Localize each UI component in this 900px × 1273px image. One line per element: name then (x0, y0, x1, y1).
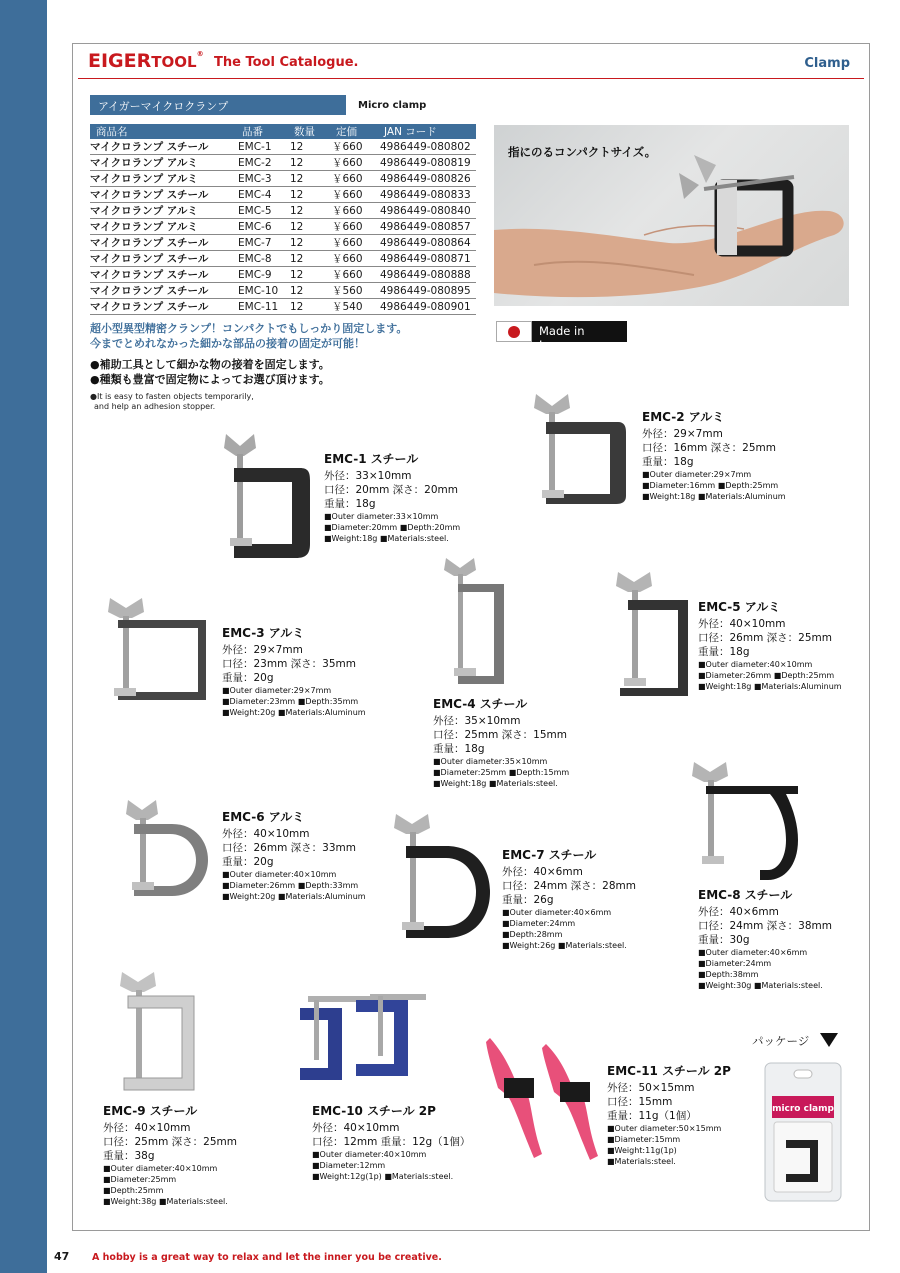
emc6-line1: 外径：40×10mm (222, 828, 310, 840)
cell-name: マイクロランプ スチール (90, 299, 236, 315)
emc3-line1: 外径：29×7mm (222, 644, 303, 656)
emc11-spec4: ■Materials:steel. (607, 1157, 676, 1166)
emc2-spec2: ■Diameter:16mm ■Depth:25mm (642, 481, 779, 490)
product-emc7 (502, 846, 636, 951)
product-emc3 (222, 624, 366, 718)
cell-code: EMC-10 (236, 283, 288, 299)
cell-price: ￥660 (330, 139, 378, 155)
cell-code: EMC-1 (236, 139, 288, 155)
header-qty: 数量 (288, 124, 330, 139)
emc3-spec2: ■Diameter:23mm ■Depth:35mm (222, 697, 359, 706)
table-row (90, 139, 476, 155)
emc7-line1: 外径：40×6mm (502, 866, 583, 878)
feature-line-1: 超小型異型精密クランプ！コンパクトでもしっかり固定します。 (90, 322, 408, 335)
emc7-line2: 口径：24mm 深さ：28mm (502, 880, 636, 892)
catalogue-title: The Tool Catalogue. (214, 55, 359, 70)
emc10-line1: 外径：40×10mm (312, 1122, 400, 1134)
table-row (90, 187, 476, 203)
emc7-spec3: ■Depth:28mm (502, 930, 563, 939)
cell-jan: 4986449-080840 (378, 203, 476, 219)
side-band (0, 0, 47, 1273)
package-image (764, 1062, 842, 1202)
emc1-spec3: ■Weight:18g ■Materials:steel. (324, 534, 449, 543)
emc7-spec4: ■Weight:26g ■Materials:steel. (502, 941, 627, 950)
product-emc2 (642, 408, 786, 502)
cell-code: EMC-9 (236, 267, 288, 283)
package-brand: micro clamp (772, 1104, 834, 1114)
emc5-spec2: ■Diameter:26mm ■Depth:25mm (698, 671, 835, 680)
cell-price: ￥660 (330, 203, 378, 219)
emc4-spec1: ■Outer diameter:35×10mm (433, 757, 548, 766)
table-row (90, 283, 476, 299)
cell-name: マイクロランプ スチール (90, 187, 236, 203)
made-in-label: Made in Japan. (532, 321, 627, 342)
emc7-line3: 重量：26g (502, 894, 554, 906)
emc5-line1: 外径：40×10mm (698, 618, 786, 630)
emc6-image (126, 798, 212, 902)
cell-price: ￥660 (330, 171, 378, 187)
photo-caption: 指にのるコンパクトサイズ。 (508, 145, 657, 159)
product-emc6 (222, 808, 366, 902)
cell-jan: 4986449-080895 (378, 283, 476, 299)
emc11-line1: 外径：50×15mm (607, 1082, 695, 1094)
emc7-image (392, 812, 496, 942)
cell-name: マイクロランプ アルミ (90, 203, 236, 219)
emc2-spec3: ■Weight:18g ■Materials:Aluminum (642, 492, 786, 501)
emc9-line3: 重量：38g (103, 1150, 155, 1162)
emc6-spec3: ■Weight:20g ■Materials:Aluminum (222, 892, 366, 901)
product-emc8 (698, 886, 832, 991)
cell-name: マイクロランプ スチール (90, 283, 236, 299)
table-row (90, 203, 476, 219)
cell-name: マイクロランプ アルミ (90, 219, 236, 235)
emc3-spec1: ■Outer diameter:29×7mm (222, 686, 332, 695)
table-row (90, 267, 476, 283)
cell-code: EMC-8 (236, 251, 288, 267)
product-emc4 (433, 695, 569, 789)
product-emc1 (324, 450, 460, 544)
emc9-spec1: ■Outer diameter:40×10mm (103, 1164, 218, 1173)
emc8-spec2: ■Diameter:24mm (698, 959, 772, 968)
emc6-spec1: ■Outer diameter:40×10mm (222, 870, 337, 879)
footer-slogan: A hobby is a great way to relax and let the inner you be creative. (92, 1252, 442, 1263)
cell-jan: 4986449-080826 (378, 171, 476, 187)
emc5-spec3: ■Weight:18g ■Materials:Aluminum (698, 682, 842, 691)
emc3-title: EMC-3 アルミ (222, 626, 305, 640)
package-label: パッケージ (752, 1034, 810, 1048)
cell-name: マイクロランプ スチール (90, 251, 236, 267)
brand-main: EIGER (88, 50, 152, 72)
emc11-spec3: ■Weight:11g(1p) (607, 1146, 677, 1155)
emc10-spec1: ■Outer diameter:40×10mm (312, 1150, 427, 1159)
emc1-line3: 重量：18g (324, 498, 376, 510)
emc8-spec1: ■Outer diameter:40×6mm (698, 948, 808, 957)
cell-code: EMC-11 (236, 299, 288, 315)
header-price: 定価 (330, 124, 378, 139)
product-emc5 (698, 598, 842, 692)
cell-jan: 4986449-080901 (378, 299, 476, 315)
cell-qty: 12 (288, 139, 330, 155)
emc10-line2: 口径：12mm 重量：12g（1個） (312, 1136, 471, 1148)
emc8-line1: 外径：40×6mm (698, 906, 779, 918)
cell-qty: 12 (288, 299, 330, 315)
emc2-line3: 重量：18g (642, 456, 694, 468)
emc9-title: EMC-9 スチール (103, 1104, 198, 1118)
brand-logo (88, 50, 204, 72)
feature-en-2: and help an adhesion stopper. (94, 402, 216, 411)
product-emc10 (312, 1102, 470, 1182)
cell-qty: 12 (288, 283, 330, 299)
emc7-title: EMC-7 スチール (502, 848, 597, 862)
emc4-image (444, 556, 508, 690)
emc6-title: EMC-6 アルミ (222, 810, 305, 824)
cell-code: EMC-5 (236, 203, 288, 219)
emc5-line3: 重量：18g (698, 646, 750, 658)
emc9-spec4: ■Weight:38g ■Materials:steel. (103, 1197, 228, 1206)
emc8-title: EMC-8 スチール (698, 888, 793, 902)
down-arrow-icon (820, 1033, 838, 1047)
product-emc9 (103, 1102, 237, 1207)
cell-price: ￥660 (330, 267, 378, 283)
emc4-line3: 重量：18g (433, 743, 485, 755)
emc10-spec2: ■Diameter:12mm (312, 1161, 386, 1170)
emc4-title: EMC-4 スチール (433, 697, 528, 711)
cell-qty: 12 (288, 171, 330, 187)
cell-jan: 4986449-080819 (378, 155, 476, 171)
cell-price: ￥540 (330, 299, 378, 315)
cell-jan: 4986449-080802 (378, 139, 476, 155)
cell-name: マイクロランプ アルミ (90, 171, 236, 187)
cell-price: ￥660 (330, 187, 378, 203)
product-emc11 (607, 1062, 731, 1167)
emc5-title: EMC-5 アルミ (698, 600, 781, 614)
emc1-line1: 外径：33×10mm (324, 470, 412, 482)
table-row (90, 299, 476, 315)
cell-code: EMC-6 (236, 219, 288, 235)
emc1-title: EMC-1 スチール (324, 452, 419, 466)
emc1-line2: 口径：20mm 深さ：20mm (324, 484, 458, 496)
header-code: 品番 (236, 124, 288, 139)
cell-name: マイクロランプ スチール (90, 139, 236, 155)
emc1-spec2: ■Diameter:20mm ■Depth:20mm (324, 523, 461, 532)
cell-price: ￥660 (330, 219, 378, 235)
emc9-spec3: ■Depth:25mm (103, 1186, 164, 1195)
emc4-line2: 口径：25mm 深さ：15mm (433, 729, 567, 741)
cell-jan: 4986449-080888 (378, 267, 476, 283)
cell-code: EMC-3 (236, 171, 288, 187)
emc11-line2: 口径：15mm (607, 1096, 673, 1108)
emc11-spec2: ■Diameter:15mm (607, 1135, 681, 1144)
cell-qty: 12 (288, 267, 330, 283)
cell-qty: 12 (288, 155, 330, 171)
hand-photo (494, 125, 849, 306)
emc2-line1: 外径：29×7mm (642, 428, 723, 440)
cell-jan: 4986449-080857 (378, 219, 476, 235)
emc3-spec3: ■Weight:20g ■Materials:Aluminum (222, 708, 366, 717)
feature-en-1: ●It is easy to fasten objects temporarily, (90, 392, 254, 401)
cell-qty: 12 (288, 203, 330, 219)
page-number: 47 (54, 1250, 70, 1263)
cell-name: マイクロランプ スチール (90, 267, 236, 283)
emc4-spec3: ■Weight:18g ■Materials:steel. (433, 779, 558, 788)
emc7-spec1: ■Outer diameter:40×6mm (502, 908, 612, 917)
brand-sub: TOOL (151, 53, 197, 71)
table-header-row (90, 124, 476, 139)
emc5-image (616, 570, 696, 700)
emc3-line3: 重量：20g (222, 672, 274, 684)
japan-flag (496, 321, 532, 342)
cell-qty: 12 (288, 235, 330, 251)
emc3-line2: 口径：23mm 深さ：35mm (222, 658, 356, 670)
emc9-line1: 外径：40×10mm (103, 1122, 191, 1134)
emc10-title: EMC-10 スチール 2P (312, 1104, 436, 1118)
emc11-title: EMC-11 スチール 2P (607, 1064, 731, 1078)
cell-price: ￥660 (330, 235, 378, 251)
cell-name: マイクロランプ スチール (90, 235, 236, 251)
emc2-title: EMC-2 アルミ (642, 410, 725, 424)
emc1-spec1: ■Outer diameter:33×10mm (324, 512, 439, 521)
emc7-spec2: ■Diameter:24mm (502, 919, 576, 928)
emc9-line2: 口径：25mm 深さ：25mm (103, 1136, 237, 1148)
emc2-line2: 口径：16mm 深さ：25mm (642, 442, 776, 454)
brand-reg: ® (196, 50, 204, 58)
emc11-spec1: ■Outer diameter:50×15mm (607, 1124, 722, 1133)
cell-qty: 12 (288, 251, 330, 267)
feature-line-2: 今までとめれなかった細かな部品の接着の固定が可能！ (90, 337, 365, 350)
cell-code: EMC-2 (236, 155, 288, 171)
cell-qty: 12 (288, 219, 330, 235)
product-table (90, 124, 476, 315)
emc10-spec3: ■Weight:12g(1p) ■Materials:steel. (312, 1172, 454, 1181)
cell-jan: 4986449-080833 (378, 187, 476, 203)
table-row (90, 235, 476, 251)
table-row (90, 155, 476, 171)
category-label: Clamp (804, 56, 850, 71)
header-jan: JAN コード (378, 124, 476, 139)
emc11-image (486, 1034, 602, 1164)
emc8-spec4: ■Weight:30g ■Materials:steel. (698, 981, 823, 990)
emc9-image (120, 970, 200, 1092)
header-rule (78, 78, 864, 79)
emc3-image (104, 596, 214, 706)
cell-jan: 4986449-080864 (378, 235, 476, 251)
cell-name: マイクロランプ アルミ (90, 155, 236, 171)
cell-jan: 4986449-080871 (378, 251, 476, 267)
emc2-spec1: ■Outer diameter:29×7mm (642, 470, 752, 479)
emc6-spec2: ■Diameter:26mm ■Depth:33mm (222, 881, 359, 890)
flag-sun (508, 326, 520, 338)
header-name: 商品名 (90, 124, 236, 139)
emc8-line2: 口径：24mm 深さ：38mm (698, 920, 832, 932)
emc5-line2: 口径：26mm 深さ：25mm (698, 632, 832, 644)
cell-price: ￥660 (330, 251, 378, 267)
emc8-image (690, 760, 800, 886)
table-row (90, 171, 476, 187)
emc4-line1: 外径：35×10mm (433, 715, 521, 727)
cell-qty: 12 (288, 187, 330, 203)
cell-code: EMC-7 (236, 235, 288, 251)
section-title-jp: アイガーマイクロクランプ (90, 95, 346, 115)
table-row (90, 251, 476, 267)
emc1-image (216, 432, 316, 564)
emc8-line3: 重量：30g (698, 934, 750, 946)
table-row (90, 219, 476, 235)
emc11-line3: 重量：11g（1個） (607, 1110, 697, 1122)
feature-bullet-1: ●補助工具として細かな物の接着を固定します。 (90, 358, 330, 371)
emc10-image (298, 992, 428, 1088)
cell-price: ￥660 (330, 155, 378, 171)
emc8-spec3: ■Depth:38mm (698, 970, 759, 979)
section-title-en: Micro clamp (358, 100, 427, 111)
feature-bullet-2: ●種類も豊富で固定物によってお選び頂けます。 (90, 373, 330, 386)
cell-price: ￥560 (330, 283, 378, 299)
emc4-spec2: ■Diameter:25mm ■Depth:15mm (433, 768, 570, 777)
emc9-spec2: ■Diameter:25mm (103, 1175, 177, 1184)
emc5-spec1: ■Outer diameter:40×10mm (698, 660, 813, 669)
cell-code: EMC-4 (236, 187, 288, 203)
emc2-image (532, 392, 632, 512)
emc6-line3: 重量：20g (222, 856, 274, 868)
emc6-line2: 口径：26mm 深さ：33mm (222, 842, 356, 854)
